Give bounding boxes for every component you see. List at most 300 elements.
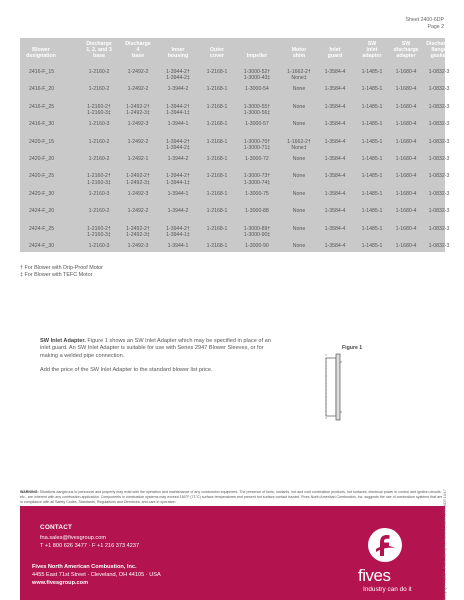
table-cell (80, 139, 118, 145)
table-cell (389, 191, 423, 197)
table-cell-line: 1-1680-4 (395, 121, 417, 128)
table-cell-line: 2420-F_30 (29, 190, 55, 197)
table-cell (422, 69, 456, 75)
table-cell (282, 156, 316, 162)
table-cell (29, 86, 67, 92)
table-cell-line: 1-2160-3‡ (87, 179, 111, 186)
table-cell-line: None (292, 190, 306, 197)
table-cell (318, 243, 352, 249)
table-cell (119, 191, 157, 197)
table-cell-line: 1-3000-90 (245, 243, 269, 249)
table-cell (159, 208, 197, 214)
column-header-line: discharge (393, 47, 419, 54)
sheet-info (406, 17, 444, 30)
table-cell (198, 156, 236, 162)
table-cell-line: None (292, 156, 306, 162)
table-cell (159, 121, 197, 127)
sw-inlet-adapter-drawing (318, 352, 346, 422)
column-header-line: Outer (209, 47, 225, 54)
table-cell (119, 226, 157, 238)
table-cell-line: 1-3944-2† (166, 225, 190, 232)
table-cell-line: 1-2168-1 (206, 190, 228, 197)
table-cell-line: 1-1680-4 (395, 173, 417, 180)
table-cell (318, 208, 352, 214)
column-header (159, 47, 197, 59)
table-cell (198, 69, 236, 75)
table-cell (159, 104, 197, 116)
adapter-body: Figure 1 shows an SW Inlet Adapter which may be specified in place of an inlet guard. An SW Inlet Adapter is suitable for use with Series 2947 Blower Sleeves, or for making a welded pipe connection. (40, 338, 271, 359)
table-cell (422, 208, 456, 214)
table-cell-line: 2416-F_25 (29, 103, 55, 110)
table-cell-line: 1-3944-2† (166, 103, 190, 110)
table-cell-line: None (292, 208, 306, 215)
column-header-line: base (92, 53, 106, 60)
column-header-line: adapter (362, 53, 382, 60)
table-cell (318, 104, 352, 110)
table-cell (282, 121, 316, 127)
table-cell-line: 1-2160-2 (88, 138, 110, 145)
column-header-line: Inner (171, 47, 185, 54)
table-cell-line: 1-2160-3 (88, 121, 110, 128)
table-cell-line: 1-1680-4 (395, 243, 417, 249)
table-cell-line: 1-2492-2 (127, 208, 149, 215)
table-cell (119, 173, 157, 185)
table-cell (198, 104, 236, 110)
table-cell (119, 156, 157, 162)
table-cell-line: 1-3000-55† (243, 103, 271, 110)
table-cell-line: 2420-F_25 (29, 173, 55, 180)
warning-notice (20, 490, 445, 504)
table-notes (20, 265, 103, 279)
table-cell (198, 191, 236, 197)
column-header (422, 41, 456, 60)
table-cell-line: 1-3584-4 (324, 138, 346, 145)
table-cell-line: None (292, 103, 306, 110)
table-cell-line: 1-3000-43‡ (243, 75, 271, 82)
table-cell-line: 1-3944-2‡ (166, 144, 190, 151)
warning-text: Situations dangerous to personnel and property may exist with the operation and maintenance of any combustion equipment. The presence of fuels, oxidants, hot and cold combustion products, hot surfaces, electrical power in control and ignition circuits, etc., are inherent with any combustion application. Components in combustion systems may exceed 160°F (71°C) surface temperatures and present hot surface contact hazard. Fives North American Combustion, Inc. suggests the use of combustion systems that are in compliance with all Safety Codes, Standards, Regulations and Directives, and care in operation. (20, 490, 443, 504)
table-cell-line: 1-3944-1‡ (166, 110, 190, 116)
column-header-line: Discharge (426, 41, 452, 47)
logo-tagline: Industry can do it (363, 586, 412, 593)
table-cell (422, 139, 456, 145)
table-cell (119, 69, 157, 75)
table-cell (422, 173, 456, 179)
table-cell (422, 104, 456, 110)
table-cell (318, 69, 352, 75)
table-cell-line: 1-1680-4 (395, 156, 417, 162)
table-cell-line: 1-1680-4 (395, 190, 417, 197)
table-cell-line: 1-2492-3 (127, 190, 149, 197)
table-cell-line: 1-2492-1 (127, 156, 149, 162)
table-cell (29, 156, 67, 162)
table-cell (389, 121, 423, 127)
table-cell (318, 191, 352, 197)
table-cell (355, 173, 389, 179)
page-number: Page 2 (427, 23, 444, 30)
company-address: 4455 East 71st Street · Cleveland, OH 44105 · USA (32, 572, 161, 578)
table-cell-line: 1-1485-1 (361, 69, 383, 75)
table-cell-line: 1-3000-56‡ (243, 110, 271, 116)
table-cell (198, 243, 236, 249)
table-cell-line: 1-0832-3 (428, 243, 450, 249)
table-cell-line: 1-2168-1 (206, 86, 228, 93)
table-cell (389, 69, 423, 75)
table-cell-line: 1-3000-74‡ (243, 179, 271, 186)
table-cell (159, 86, 197, 92)
adapter-price-note: Add the price of the SW Inlet Adapter to the standard blower list price. (40, 367, 213, 374)
table-cell-line: 1-2160-2 (88, 156, 110, 162)
table-cell (29, 121, 67, 127)
table-cell-line: 1-3944-2† (166, 138, 190, 145)
table-cell (282, 139, 316, 151)
table-cell-line: 1-3000-90‡ (243, 231, 271, 238)
table-cell (282, 69, 316, 81)
column-header-line: Discharge (125, 41, 151, 47)
table-cell-line: 1-2160-3‡ (87, 231, 111, 238)
table-cell (29, 173, 67, 179)
table-cell-line: 1-1485-1 (361, 243, 383, 249)
table-cell-line: 1-1680-4 (395, 86, 417, 93)
parts-table (20, 38, 452, 252)
table-cell (198, 139, 236, 145)
table-cell (159, 139, 197, 151)
table-cell-line: 1-1485-1 (361, 156, 383, 162)
table-cell-line: 2424-F_20 (29, 208, 55, 215)
column-header (237, 53, 277, 59)
table-cell-line: 1-0832-3 (428, 225, 450, 232)
table-cell (237, 104, 277, 116)
table-cell (198, 226, 236, 232)
table-cell-line: 1-3584-4 (324, 190, 346, 197)
column-header-line: shim (292, 53, 306, 60)
table-cell-line: 1-2160-2† (87, 173, 111, 180)
table-cell-line: 1-2168-1 (206, 138, 228, 145)
table-cell (237, 173, 277, 185)
table-cell (282, 86, 316, 92)
table-cell (80, 69, 118, 75)
table-cell-line: 1-0832-3 (428, 103, 450, 110)
table-cell (119, 208, 157, 214)
column-header-line: inlet (366, 47, 378, 54)
note-drip-proof: † For Blower with Drip-Proof Motor (20, 265, 103, 271)
table-cell-line: None‡ (291, 144, 307, 151)
table-cell-line: 1-1485-1 (361, 138, 383, 145)
logo-wordmark: fives (358, 566, 391, 585)
table-cell (355, 191, 389, 197)
table-cell-line: 2416-F_15 (29, 69, 55, 75)
table-cell (29, 226, 67, 232)
table-cell-line: 1-2492-3‡ (126, 231, 150, 238)
table-cell-line: 1-0832-3 (428, 86, 450, 93)
table-cell-line: 1-0832-3 (428, 121, 450, 128)
table-cell-line: 1-3944-2 (167, 208, 189, 215)
table-cell-line: 1-2160-2 (88, 86, 110, 93)
table-cell (355, 121, 389, 127)
column-header-line: 1, 2, and 3 (86, 47, 112, 54)
contact-title: CONTACT (40, 524, 73, 531)
column-header (119, 41, 157, 60)
table-row (20, 243, 450, 263)
fives-logo-icon (368, 528, 402, 562)
column-header-line: flange (431, 47, 447, 54)
table-cell (389, 86, 423, 92)
table-cell (237, 191, 277, 197)
table-cell (318, 173, 352, 179)
table-cell (318, 139, 352, 145)
table-cell-line: 1-2160-3 (88, 190, 110, 197)
table-cell-line: 1-2160-2† (87, 225, 111, 232)
table-cell-line: 1-2492-3 (127, 121, 149, 128)
table-cell (159, 226, 197, 238)
table-cell-line: None (292, 225, 306, 232)
table-cell-line: 1-2168-1 (206, 69, 228, 75)
table-cell-line: 1-3000-73† (243, 173, 271, 180)
column-header-line: adapter (396, 53, 416, 60)
company-name: Fives North American Combustion, Inc. (32, 564, 137, 570)
table-cell-line: 1-3584-4 (324, 69, 346, 75)
table-cell (389, 208, 423, 214)
table-cell (198, 173, 236, 179)
column-header-line: Impeller (246, 53, 268, 60)
table-cell (422, 156, 456, 162)
column-header (282, 47, 316, 59)
table-cell (29, 104, 67, 110)
figure-label: Figure 1 (342, 345, 363, 351)
table-cell (318, 121, 352, 127)
table-cell-line: 1-2168-1 (206, 173, 228, 180)
table-cell-line: 1-0832-3 (428, 156, 450, 162)
table-cell-line: 1-3584-4 (324, 173, 346, 180)
column-header-line: Inlet (329, 47, 341, 54)
column-header-line: SW (401, 41, 411, 47)
footer (20, 506, 445, 600)
table-cell-line: 1-3584-4 (324, 243, 346, 249)
table-cell-line: 1-2160-2 (88, 69, 110, 75)
column-header-line: cover (209, 53, 225, 60)
table-cell-line: 2424-F_30 (29, 243, 55, 249)
table-cell-line: 2420-F_20 (29, 156, 55, 162)
table-cell-line: 1-3944-1 (167, 243, 189, 249)
table-cell (119, 139, 157, 145)
table-cell (159, 243, 197, 249)
table-cell-line: None (292, 121, 306, 128)
table-cell-line: 1-3944-1‡ (166, 179, 190, 186)
table-cell-line: 1-2492-2† (126, 173, 150, 180)
table-cell (29, 139, 67, 145)
column-header (80, 41, 118, 60)
table-cell-line: None‡ (291, 75, 307, 82)
adapter-title: SW Inlet Adapter. (40, 338, 86, 344)
table-cell (237, 226, 277, 238)
column-header-line: guard (327, 53, 343, 60)
table-cell (80, 156, 118, 162)
sheet-number: Sheet 2400-6DP (405, 17, 444, 23)
column-header (22, 47, 60, 59)
table-cell (198, 208, 236, 214)
table-cell (29, 191, 67, 197)
column-header (318, 47, 352, 59)
table-cell-line: 1-3584-4 (324, 121, 346, 128)
table-cell-line: 1-3000-57 (245, 121, 269, 128)
table-cell-line: 1-2492-2† (126, 225, 150, 232)
table-cell (237, 156, 277, 162)
table-cell-line: 1-3000-72 (245, 156, 269, 162)
copyright-notice: Copyright © 2017 - Fives - All rights reserved | Novel 2400-6DP 10/17 (443, 489, 447, 600)
table-cell-line: 1-3000-54 (245, 86, 269, 93)
table-cell (80, 86, 118, 92)
table-cell-line: 1-0832-3 (428, 138, 450, 145)
adapter-description (40, 338, 280, 375)
table-cell-line: 1-0832-3 (428, 190, 450, 197)
table-cell (159, 173, 197, 185)
table-cell-line: 1-3000-70† (243, 138, 271, 145)
table-cell (355, 226, 389, 232)
table-cell (355, 139, 389, 145)
table-cell (389, 243, 423, 249)
table-cell-line: 1-1485-1 (361, 103, 383, 110)
table-cell-line: 1-3584-4 (324, 103, 346, 110)
table-cell-line: 1-1485-1 (361, 225, 383, 232)
table-cell (282, 208, 316, 214)
table-cell (282, 191, 316, 197)
table-cell (29, 208, 67, 214)
column-header-line: housing (167, 53, 189, 60)
table-cell (282, 226, 316, 232)
table-cell (422, 191, 456, 197)
table-cell (159, 69, 197, 81)
table-cell (282, 173, 316, 179)
table-cell (355, 104, 389, 110)
table-cell-line: 1-1680-4 (395, 138, 417, 145)
table-cell-line: 1-1662-2† (287, 69, 311, 75)
table-cell (237, 86, 277, 92)
table-cell-line: 1-2160-2† (87, 103, 111, 110)
table-cell-line: 1-3944-1‡ (166, 231, 190, 238)
table-cell-line: 1-3584-4 (324, 156, 346, 162)
contact-email-link[interactable]: fna.sales@fivesgroup.com (40, 535, 106, 541)
column-header-line: 4 (136, 47, 140, 54)
table-cell-line: 1-2168-1 (206, 156, 228, 162)
table-cell-line: 2416-F_20 (29, 86, 55, 93)
table-cell-line: 1-2492-3‡ (126, 179, 150, 186)
table-cell-line: 1-3944-2 (167, 156, 189, 162)
table-cell-line: 1-0832-3 (428, 69, 450, 75)
table-cell-line: 1-3000-75 (245, 190, 269, 197)
column-header (389, 41, 423, 60)
table-cell (237, 243, 277, 249)
table-cell-line: None (292, 243, 306, 249)
table-cell-line: 2420-F_15 (29, 138, 55, 145)
table-cell-line: 1-3944-2† (166, 69, 190, 75)
table-cell-line: 1-2168-1 (206, 103, 228, 110)
table-cell (80, 208, 118, 214)
table-cell-line: 1-2168-1 (206, 121, 228, 128)
table-cell (159, 191, 197, 197)
table-cell (422, 226, 456, 232)
table-cell-line: 1-3000-52† (243, 69, 271, 75)
table-cell-line: 1-3584-4 (324, 86, 346, 93)
table-cell (80, 191, 118, 197)
table-cell (198, 86, 236, 92)
table-cell-line: 1-3000-88 (245, 208, 269, 215)
column-header-line: Discharge (86, 41, 112, 47)
table-cell-line: 1-1485-1 (361, 173, 383, 180)
table-cell-line: None (292, 173, 306, 180)
table-cell-line: 1-2168-1 (206, 208, 228, 215)
column-header-line: SW (367, 41, 377, 47)
company-website-link[interactable]: www.fivesgroup.com (32, 580, 89, 586)
table-cell (422, 243, 456, 249)
table-cell (237, 69, 277, 81)
table-cell-line: 1-3000-89† (243, 225, 271, 232)
note-tefc: ‡ For Blower with TEFC Motor (20, 272, 93, 278)
table-cell-line: 1-2160-2 (88, 208, 110, 215)
table-cell (422, 121, 456, 127)
table-cell-line: 1-1485-1 (361, 86, 383, 93)
table-cell-line: 1-0832-3 (428, 208, 450, 215)
table-cell (318, 156, 352, 162)
table-cell-line: 1-3584-4 (324, 208, 346, 215)
table-cell (237, 208, 277, 214)
table-cell-line: 1-2492-3‡ (126, 110, 150, 116)
table-cell-line: 1-3584-4 (324, 225, 346, 232)
table-cell (119, 104, 157, 116)
table-cell-line: 1-1662-2† (287, 138, 311, 145)
column-header (355, 41, 389, 60)
table-cell-line: 1-3944-1 (167, 190, 189, 197)
table-cell (389, 139, 423, 145)
table-cell-line: 1-2168-1 (206, 225, 228, 232)
table-cell (29, 243, 67, 249)
table-cell (389, 156, 423, 162)
table-cell (355, 69, 389, 75)
column-header-line: designation (26, 53, 56, 60)
table-cell-line: None (292, 86, 306, 93)
table-cell (80, 121, 118, 127)
table-cell (80, 104, 118, 116)
table-cell-line: 1-2492-3 (127, 243, 149, 249)
table-cell (119, 86, 157, 92)
table-header (20, 38, 452, 68)
table-cell-line: 1-1485-1 (361, 121, 383, 128)
table-cell (159, 156, 197, 162)
warning-label: WARNING: (20, 490, 39, 494)
table-cell-line: 1-1485-1 (361, 208, 383, 215)
table-cell-line: 1-2492-2 (127, 69, 149, 75)
table-cell-line: 2416-F_30 (29, 121, 55, 128)
table-cell-line: 1-3944-2 (167, 86, 189, 93)
table-cell (282, 104, 316, 110)
table-cell (422, 86, 456, 92)
table-cell-line: 1-3000-71‡ (243, 144, 271, 151)
table-cell-line: 1-2168-1 (206, 243, 228, 249)
table-cell-line: 1-1680-4 (395, 208, 417, 215)
table-cell (80, 226, 118, 238)
table-cell-line: 1-2160-3‡ (87, 110, 111, 116)
table-cell (355, 243, 389, 249)
table-cell (355, 156, 389, 162)
table-cell (389, 104, 423, 110)
table-cell (237, 121, 277, 127)
table-cell-line: 1-2492-2 (127, 86, 149, 93)
column-header-line: gasket (430, 53, 448, 60)
table-cell-line: 1-2492-2 (127, 138, 149, 145)
column-header-line: Blower (32, 47, 50, 54)
table-cell (389, 173, 423, 179)
table-cell (282, 243, 316, 249)
table-cell (389, 226, 423, 232)
